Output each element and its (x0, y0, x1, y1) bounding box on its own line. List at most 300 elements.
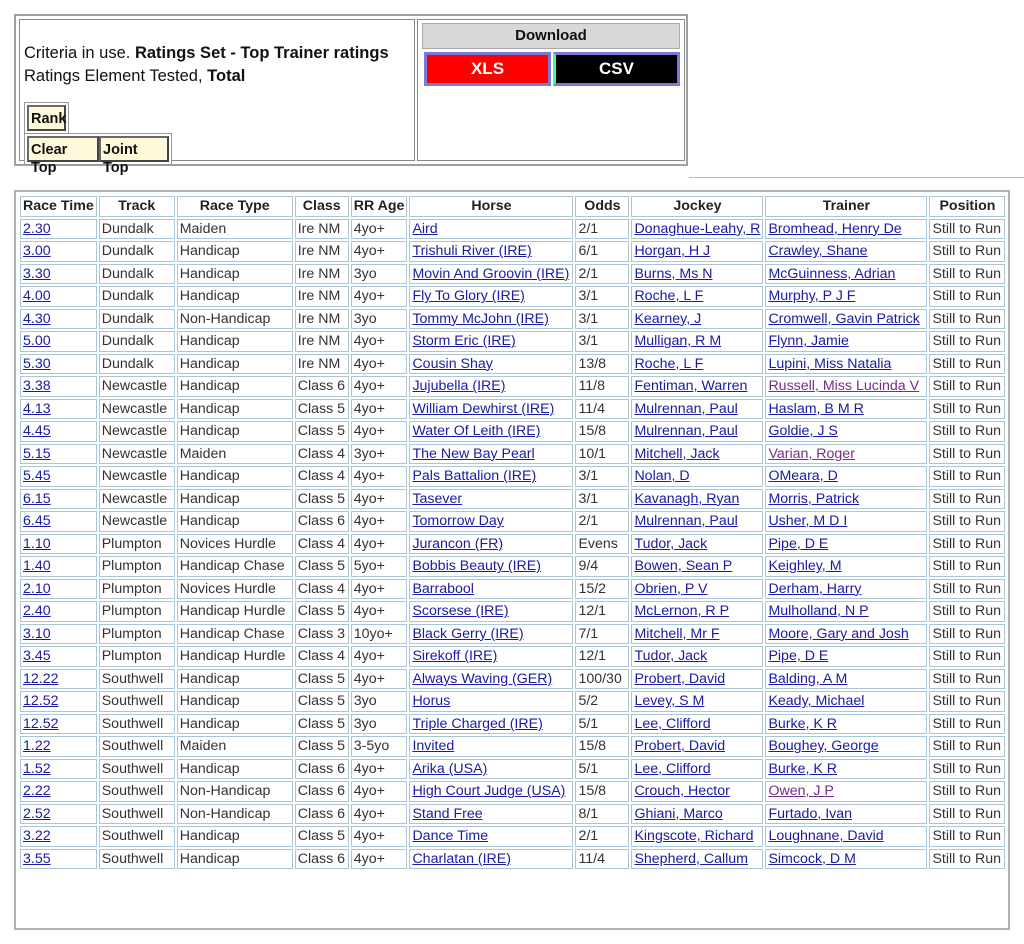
trainer-cell (765, 376, 927, 397)
table-row (20, 241, 1005, 262)
track-cell: Newcastle (99, 399, 175, 420)
horse-cell (409, 466, 573, 487)
horse-cell (409, 646, 573, 667)
race-type-cell: Handicap (177, 759, 293, 780)
rr-age-cell: 4yo+ (351, 759, 408, 780)
trainer-link[interactable]: Haslam, B M R (768, 400, 864, 417)
horse-cell (409, 714, 573, 735)
jockey-link[interactable]: Horgan, H J (634, 243, 711, 260)
jockey-link[interactable]: Probert, David (634, 670, 726, 687)
jockey-link[interactable]: Nolan, D (634, 468, 690, 485)
race-type-cell: Handicap Hurdle (177, 646, 293, 667)
race-time-link[interactable]: 12.22 (23, 670, 59, 687)
trainer-cell (765, 759, 927, 780)
race-time-cell (20, 714, 97, 735)
trainer-cell (765, 421, 927, 442)
jockey-cell (631, 309, 763, 330)
trainer-link[interactable]: Varian, Roger (768, 445, 855, 462)
trainer-link[interactable]: Burke, K R (768, 760, 838, 777)
race-type-cell: Handicap (177, 669, 293, 690)
race-type-cell: Handicap (177, 691, 293, 712)
race-time-link[interactable]: 4.00 (23, 288, 51, 305)
horse-link[interactable]: Water Of Leith (IRE) (412, 423, 541, 440)
race-type-cell: Non-Handicap (177, 309, 293, 330)
horse-link[interactable]: Stand Free (412, 805, 483, 822)
track-cell: Plumpton (99, 624, 175, 645)
jockey-cell (631, 736, 763, 757)
odds-cell: 7/1 (575, 624, 629, 645)
table-row (20, 804, 1005, 825)
race-time-link[interactable]: 3.55 (23, 850, 51, 867)
rr-age-cell: 10yo+ (351, 624, 408, 645)
table-row (20, 759, 1005, 780)
race-time-link[interactable]: 2.30 (23, 220, 51, 237)
jockey-link[interactable]: Donaghue-Leahy, R (634, 220, 761, 237)
jockey-link[interactable]: Lee, Clifford (634, 715, 711, 732)
trainer-cell (765, 804, 927, 825)
race-time-cell (20, 511, 97, 532)
race-type-cell: Handicap (177, 241, 293, 262)
jockey-link[interactable]: Kearney, J (634, 310, 702, 327)
horse-cell (409, 804, 573, 825)
rr-age-cell: 4yo+ (351, 421, 408, 442)
jockey-link[interactable]: Roche, L F (634, 355, 704, 372)
class-cell: Class 5 (295, 601, 349, 622)
race-time-link[interactable]: 1.52 (23, 760, 51, 777)
trainer-cell (765, 511, 927, 532)
jockey-link[interactable]: Kingscote, Richard (634, 828, 754, 845)
position-cell: Still to Run (929, 331, 1005, 352)
horse-link[interactable]: Tasever (412, 490, 463, 507)
track-cell: Southwell (99, 781, 175, 802)
jockey-link[interactable]: Mulrennan, Paul (634, 513, 738, 530)
race-time-cell (20, 624, 97, 645)
race-time-cell (20, 354, 97, 375)
race-time-link[interactable]: 3.10 (23, 625, 51, 642)
track-cell: Southwell (99, 804, 175, 825)
horse-link[interactable]: Black Gerry (IRE) (412, 625, 524, 642)
odds-cell: 2/1 (575, 264, 629, 285)
odds-cell: 12/1 (575, 646, 629, 667)
horse-link[interactable]: The New Bay Pearl (412, 445, 535, 462)
track-cell: Dundalk (99, 331, 175, 352)
jockey-link[interactable]: Lee, Clifford (634, 760, 711, 777)
track-cell: Newcastle (99, 376, 175, 397)
class-cell: Ire NM (295, 354, 349, 375)
odds-cell: 15/8 (575, 781, 629, 802)
class-cell: Class 4 (295, 466, 349, 487)
jockey-link[interactable]: Ghiani, Marco (634, 805, 723, 822)
horse-cell (409, 511, 573, 532)
race-time-cell (20, 646, 97, 667)
horse-link[interactable]: Jurancon (FR) (412, 535, 504, 552)
race-type-cell: Handicap (177, 376, 293, 397)
race-time-link[interactable]: 1.40 (23, 558, 51, 575)
horse-link[interactable]: Fly To Glory (IRE) (412, 288, 525, 305)
col-header-jockey[interactable]: Jockey (631, 196, 763, 217)
race-time-link[interactable]: 4.13 (23, 400, 51, 417)
track-cell: Newcastle (99, 421, 175, 442)
rr-age-cell: 4yo+ (351, 601, 408, 622)
class-cell: Class 3 (295, 624, 349, 645)
results-table (18, 194, 1007, 871)
jockey-cell (631, 444, 763, 465)
position-cell: Still to Run (929, 624, 1005, 645)
trainer-cell (765, 399, 927, 420)
trainer-link[interactable]: Morris, Patrick (768, 490, 860, 507)
trainer-cell (765, 601, 927, 622)
trainer-link[interactable]: Balding, A M (768, 670, 848, 687)
odds-cell: 15/8 (575, 421, 629, 442)
race-type-cell: Maiden (177, 444, 293, 465)
trainer-link[interactable]: Burke, K R (768, 715, 838, 732)
jockey-cell (631, 759, 763, 780)
race-time-link[interactable]: 12.52 (23, 715, 59, 732)
class-cell: Class 5 (295, 736, 349, 757)
horse-cell (409, 826, 573, 847)
criteria-box (19, 19, 415, 176)
trainer-link[interactable]: Pipe, D E (768, 648, 829, 665)
col-header-rr-age[interactable]: RR Age (351, 196, 408, 217)
position-cell: Still to Run (929, 511, 1005, 532)
race-time-link[interactable]: 2.52 (23, 805, 51, 822)
trainer-link[interactable]: Crawley, Shane (768, 243, 868, 260)
trainer-link[interactable]: Russell, Miss Lucinda V (768, 378, 920, 395)
race-type-cell: Handicap Hurdle (177, 601, 293, 622)
table-row (20, 399, 1005, 420)
track-cell: Dundalk (99, 264, 175, 285)
trainer-cell (765, 444, 927, 465)
horse-link[interactable]: Storm Eric (IRE) (412, 333, 516, 350)
track-cell: Southwell (99, 736, 175, 757)
trainer-cell (765, 781, 927, 802)
trainer-cell (765, 826, 927, 847)
trainer-link[interactable]: Moore, Gary and Josh (768, 625, 909, 642)
trainer-link[interactable]: Pipe, D E (768, 535, 829, 552)
class-cell: Ire NM (295, 264, 349, 285)
position-cell: Still to Run (929, 759, 1005, 780)
odds-cell: 15/8 (575, 736, 629, 757)
trainer-link[interactable]: Derham, Harry (768, 580, 862, 597)
race-time-link[interactable]: 6.15 (23, 490, 51, 507)
track-cell: Southwell (99, 691, 175, 712)
col-header-race-time[interactable]: Race Time (20, 196, 97, 217)
table-row (20, 286, 1005, 307)
race-type-cell: Handicap (177, 714, 293, 735)
trainer-cell (765, 849, 927, 870)
jockey-link[interactable]: Fentiman, Warren (634, 378, 748, 395)
horse-cell (409, 736, 573, 757)
odds-cell: 13/8 (575, 354, 629, 375)
track-cell: Dundalk (99, 286, 175, 307)
horse-link[interactable]: Trishuli River (IRE) (412, 243, 532, 260)
position-cell: Still to Run (929, 849, 1005, 870)
odds-cell: Evens (575, 534, 629, 555)
clear-top-button[interactable]: Clear Top (27, 136, 99, 162)
race-time-cell (20, 601, 97, 622)
horse-link[interactable]: William Dewhirst (IRE) (412, 400, 555, 417)
odds-cell: 11/4 (575, 849, 629, 870)
jockey-cell (631, 264, 763, 285)
race-type-cell: Maiden (177, 219, 293, 240)
horse-cell (409, 399, 573, 420)
trainer-link[interactable]: Goldie, J S (768, 423, 838, 440)
trainer-link[interactable]: Usher, M D I (768, 513, 848, 530)
table-row (20, 736, 1005, 757)
rank-button-wrap (24, 102, 69, 134)
track-cell: Plumpton (99, 556, 175, 577)
trainer-link[interactable]: Simcock, D M (768, 850, 856, 867)
race-time-cell (20, 849, 97, 870)
position-cell: Still to Run (929, 376, 1005, 397)
race-time-link[interactable]: 3.45 (23, 648, 51, 665)
trainer-link[interactable]: McGuinness, Adrian (768, 265, 896, 282)
class-cell: Class 6 (295, 376, 349, 397)
odds-cell: 100/30 (575, 669, 629, 690)
trainer-link[interactable]: Lupini, Miss Natalia (768, 355, 892, 372)
jockey-link[interactable]: Mulligan, R M (634, 333, 722, 350)
race-time-link[interactable]: 1.22 (23, 738, 51, 755)
trainer-link[interactable]: Furtado, Ivan (768, 805, 853, 822)
race-type-cell: Handicap (177, 826, 293, 847)
rr-age-cell: 4yo+ (351, 669, 408, 690)
jockey-link[interactable]: Bowen, Sean P (634, 558, 733, 575)
race-time-link[interactable]: 6.45 (23, 513, 51, 530)
race-type-cell: Handicap (177, 489, 293, 510)
jockey-link[interactable]: Probert, David (634, 738, 726, 755)
race-time-cell (20, 241, 97, 262)
jockey-link[interactable]: Tudor, Jack (634, 535, 708, 552)
horse-link[interactable]: Invited (412, 738, 455, 755)
race-type-cell: Non-Handicap (177, 781, 293, 802)
class-cell: Ire NM (295, 331, 349, 352)
horse-link[interactable]: Cousin Shay (412, 355, 493, 372)
horse-cell (409, 691, 573, 712)
jockey-cell (631, 489, 763, 510)
rr-age-cell: 3yo (351, 264, 408, 285)
horse-cell (409, 219, 573, 240)
horse-cell (409, 376, 573, 397)
trainer-cell (765, 241, 927, 262)
position-cell: Still to Run (929, 826, 1005, 847)
jockey-link[interactable]: Levey, S M (634, 693, 705, 710)
class-cell: Ire NM (295, 309, 349, 330)
race-time-link[interactable]: 3.38 (23, 378, 51, 395)
rank-button[interactable]: Rank (27, 105, 66, 131)
class-cell: Ire NM (295, 219, 349, 240)
odds-cell: 2/1 (575, 511, 629, 532)
class-cell: Class 5 (295, 826, 349, 847)
horse-link[interactable]: Dance Time (412, 828, 489, 845)
criteria-prefix: Criteria in use. (24, 44, 135, 62)
horse-link[interactable]: Bobbis Beauty (IRE) (412, 558, 541, 575)
race-time-link[interactable]: 3.00 (23, 243, 51, 260)
horse-link[interactable]: Horus (412, 693, 451, 710)
table-row (20, 579, 1005, 600)
track-cell: Newcastle (99, 444, 175, 465)
jockey-link[interactable]: McLernon, R P (634, 603, 730, 620)
race-time-link[interactable]: 5.15 (23, 445, 51, 462)
trainer-cell (765, 264, 927, 285)
jockey-link[interactable]: Mulrennan, Paul (634, 423, 738, 440)
table-row (20, 309, 1005, 330)
race-time-link[interactable]: 3.30 (23, 265, 51, 282)
horse-link[interactable]: Pals Battalion (IRE) (412, 468, 537, 485)
table-row (20, 444, 1005, 465)
race-time-link[interactable]: 2.10 (23, 580, 51, 597)
col-header-horse[interactable]: Horse (409, 196, 573, 217)
col-header-race-type[interactable]: Race Type (177, 196, 293, 217)
joint-top-button[interactable]: Joint Top (99, 136, 169, 162)
jockey-link[interactable]: Shepherd, Callum (634, 850, 748, 867)
odds-cell: 3/1 (575, 309, 629, 330)
jockey-link[interactable]: Kavanagh, Ryan (634, 490, 740, 507)
horse-cell (409, 444, 573, 465)
trainer-cell (765, 646, 927, 667)
trainer-link[interactable]: Murphy, P J F (768, 288, 856, 305)
jockey-link[interactable]: Burns, Ms N (634, 265, 713, 282)
jockey-link[interactable]: Obrien, P V (634, 580, 708, 597)
ratings-set-label: Ratings Set - Top Trainer ratings (134, 44, 389, 62)
xls-download-button[interactable]: XLS (424, 52, 551, 86)
race-time-link[interactable]: 12.52 (23, 693, 59, 710)
track-cell: Southwell (99, 826, 175, 847)
col-header-class[interactable]: Class (295, 196, 349, 217)
jockey-link[interactable]: Crouch, Hector (634, 783, 730, 800)
trainer-link[interactable]: Mulholland, N P (768, 603, 869, 620)
rr-age-cell: 4yo+ (351, 511, 408, 532)
race-time-link[interactable]: 2.40 (23, 603, 51, 620)
horse-cell (409, 489, 573, 510)
horse-link[interactable]: Tommy McJohn (IRE) (412, 310, 549, 327)
position-cell: Still to Run (929, 781, 1005, 802)
rr-age-cell: 3-5yo (351, 736, 408, 757)
horse-link[interactable]: Charlatan (IRE) (412, 850, 511, 867)
jockey-link[interactable]: Tudor, Jack (634, 648, 708, 665)
trainer-link[interactable]: Keighley, M (768, 558, 842, 575)
race-type-cell: Handicap (177, 511, 293, 532)
table-row (20, 534, 1005, 555)
race-time-link[interactable]: 5.30 (23, 355, 51, 372)
race-time-link[interactable]: 4.45 (23, 423, 51, 440)
trainer-link[interactable]: Keady, Michael (768, 693, 865, 710)
track-cell: Plumpton (99, 534, 175, 555)
race-time-link[interactable]: 5.00 (23, 333, 51, 350)
odds-cell: 3/1 (575, 286, 629, 307)
odds-cell: 8/1 (575, 804, 629, 825)
horse-link[interactable]: Triple Charged (IRE) (412, 715, 543, 732)
trainer-link[interactable]: Boughey, George (768, 738, 879, 755)
rr-age-cell: 3yo (351, 691, 408, 712)
horse-link[interactable]: Aird (412, 220, 438, 237)
col-header-odds[interactable]: Odds (575, 196, 629, 217)
race-time-link[interactable]: 5.45 (23, 468, 51, 485)
trainer-link[interactable]: Flynn, Jamie (768, 333, 849, 350)
track-cell: Dundalk (99, 309, 175, 330)
jockey-link[interactable]: Mitchell, Mr F (634, 625, 720, 642)
horse-link[interactable]: Tomorrow Day (412, 513, 504, 530)
horse-cell (409, 354, 573, 375)
trainer-cell (765, 219, 927, 240)
jockey-cell (631, 331, 763, 352)
trainer-link[interactable]: Loughnane, David (768, 828, 884, 845)
race-time-link[interactable]: 4.30 (23, 310, 51, 327)
csv-download-button[interactable]: CSV (553, 52, 680, 86)
horse-link[interactable]: Barrabool (412, 580, 474, 597)
table-row (20, 354, 1005, 375)
trainer-cell (765, 714, 927, 735)
race-time-link[interactable]: 3.22 (23, 828, 51, 845)
horse-link[interactable]: Movin And Groovin (IRE) (412, 265, 570, 282)
horse-link[interactable]: Sirekoff (IRE) (412, 648, 498, 665)
race-time-link[interactable]: 2.22 (23, 783, 51, 800)
track-cell: Southwell (99, 669, 175, 690)
odds-cell: 12/1 (575, 601, 629, 622)
trainer-cell (765, 286, 927, 307)
col-header-trainer[interactable]: Trainer (765, 196, 927, 217)
horse-link[interactable]: Arika (USA) (412, 760, 488, 777)
track-cell: Dundalk (99, 241, 175, 262)
track-cell: Southwell (99, 849, 175, 870)
horse-cell (409, 241, 573, 262)
race-type-cell: Handicap (177, 354, 293, 375)
rr-age-cell: 4yo+ (351, 354, 408, 375)
trainer-link[interactable]: Cromwell, Gavin Patrick (768, 310, 920, 327)
horse-link[interactable]: High Court Judge (USA) (412, 783, 566, 800)
jockey-link[interactable]: Mulrennan, Paul (634, 400, 738, 417)
trainer-link[interactable]: OMeara, D (768, 468, 838, 485)
horse-link[interactable]: Always Waving (GER) (412, 670, 553, 687)
trainer-link[interactable]: Owen, J P (768, 783, 834, 800)
position-cell: Still to Run (929, 646, 1005, 667)
table-row (20, 849, 1005, 870)
jockey-cell (631, 669, 763, 690)
jockey-link[interactable]: Roche, L F (634, 288, 704, 305)
race-time-cell (20, 399, 97, 420)
race-time-link[interactable]: 1.10 (23, 535, 51, 552)
position-cell: Still to Run (929, 354, 1005, 375)
race-type-cell: Handicap Chase (177, 624, 293, 645)
trainer-link[interactable]: Bromhead, Henry De (768, 220, 902, 237)
col-header-track[interactable]: Track (99, 196, 175, 217)
jockey-link[interactable]: Mitchell, Jack (634, 445, 720, 462)
track-cell: Dundalk (99, 354, 175, 375)
horse-link[interactable]: Scorsese (IRE) (412, 603, 509, 620)
horse-cell (409, 286, 573, 307)
class-cell: Ire NM (295, 241, 349, 262)
col-header-position[interactable]: Position (929, 196, 1005, 217)
odds-cell: 10/1 (575, 444, 629, 465)
jockey-cell (631, 781, 763, 802)
table-row (20, 826, 1005, 847)
jockey-cell (631, 399, 763, 420)
horse-cell (409, 556, 573, 577)
track-cell: Southwell (99, 759, 175, 780)
race-time-cell (20, 421, 97, 442)
jockey-cell (631, 624, 763, 645)
position-cell: Still to Run (929, 804, 1005, 825)
rr-age-cell: 4yo+ (351, 466, 408, 487)
table-row (20, 669, 1005, 690)
jockey-cell (631, 219, 763, 240)
position-cell: Still to Run (929, 444, 1005, 465)
trainer-cell (765, 736, 927, 757)
race-time-cell (20, 691, 97, 712)
race-type-cell: Handicap (177, 399, 293, 420)
horse-link[interactable]: Jujubella (IRE) (412, 378, 506, 395)
header-row (20, 196, 1005, 217)
table-row (20, 691, 1005, 712)
